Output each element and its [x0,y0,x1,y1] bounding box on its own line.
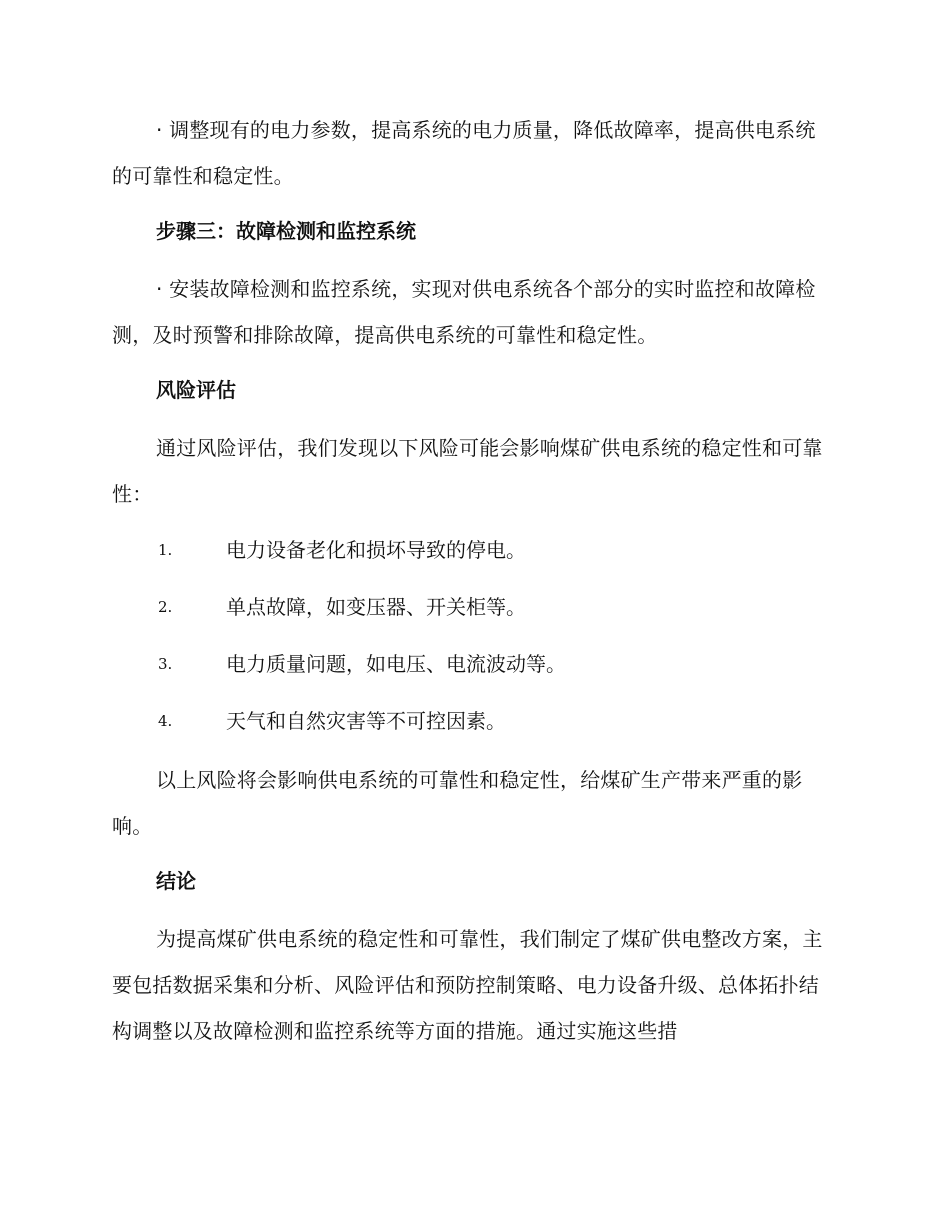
list-item-text: 单点故障，如变压器、开关柜等。 [226,595,526,619]
paragraph-risk-intro: 通过风险评估，我们发现以下风险可能会影响煤矿供电系统的稳定性和可靠性： [112,436,823,506]
list-item-number: 2. [158,598,173,616]
list-item-text: 电力设备老化和损坏导致的停电。 [226,538,526,562]
list-item [158,698,798,744]
list-item-number: 3. [158,655,173,673]
heading-risk-assessment: 风险评估 [156,378,236,402]
list-item-text: 电力质量问题，如电压、电流波动等。 [226,652,566,676]
heading-conclusion: 结论 [156,869,196,893]
list-item-number: 1. [158,541,173,559]
paragraph-risk-impact: 以上风险将会影响供电系统的可靠性和稳定性，给煤矿生产带来严重的影响。 [112,768,803,838]
heading-step-three: 步骤三：故障检测和监控系统 [156,219,416,243]
list-item-text: 天气和自然灾害等不可控因素。 [226,709,506,733]
list-item [158,584,798,630]
paragraph-fault-monitoring: · 安装故障检测和监控系统，实现对供电系统各个部分的实时监控和故障检测，及时预警和排除故障，提高供电系统的可靠性和稳定性。 [112,277,816,347]
list-item [158,641,798,687]
list-item [158,527,798,573]
list-item-number: 4. [158,712,173,730]
paragraph-adjust-parameters: · 调整现有的电力参数，提高系统的电力质量，降低故障率，提高供电系统的可靠性和稳定性。 [112,118,816,188]
paragraph-conclusion: 为提高煤矿供电系统的稳定性和可靠性，我们制定了煤矿供电整改方案，主要包括数据采集和分析、风险评估和预防控制策略、电力设备升级、总体拓扑结构调整以及故障检测和监控系统等方面的措施。通过实施这些措 [112,927,823,1043]
